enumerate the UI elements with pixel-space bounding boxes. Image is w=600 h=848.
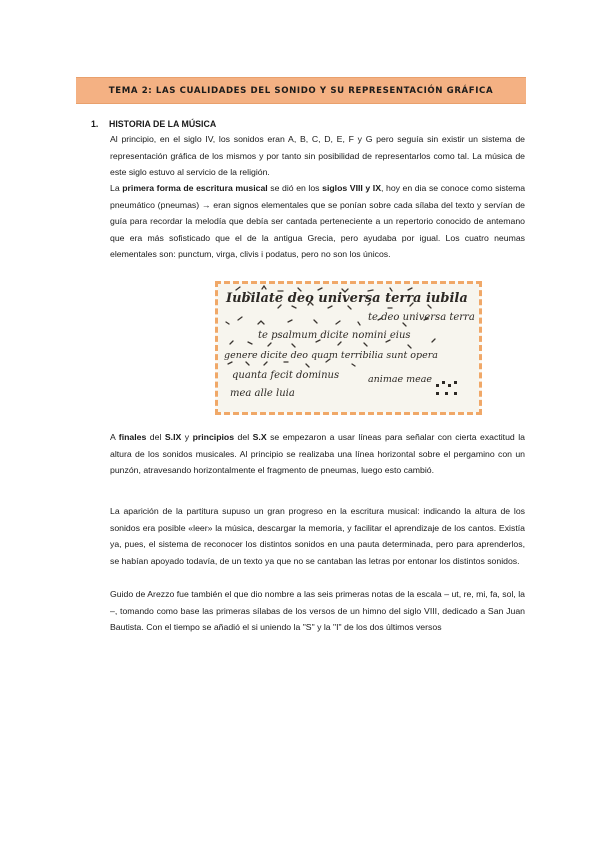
text-run: A bbox=[110, 432, 119, 442]
manuscript-line: genere dicite deo quam terribilia sunt opera bbox=[224, 350, 438, 361]
bold-term: S.IX bbox=[164, 432, 182, 442]
manuscript-drawing bbox=[218, 284, 479, 412]
topic-title: TEMA 2: LAS CUALIDADES DEL SONIDO Y SU REPRESENTACIÓN GRÁFICA bbox=[108, 85, 494, 96]
paragraph-guido-arezzo: Guido de Arezzo fue también el que dio nombre a las seis primeras notas de la escala – ut, re, mi, fa, sol, la –, tomando como base las primeras sílabas de los versos de un himno del siglo VIII, dedicado a San Juan Bautista. Con el tiempo se añadió el si uniendo la "S" y la "I" de los dos últimos versos bbox=[110, 589, 525, 633]
manuscript-line: te psalmum dicite nomini eius bbox=[258, 330, 411, 341]
section-number: 1. bbox=[91, 119, 99, 129]
manuscript-line: animae meae bbox=[368, 374, 433, 385]
text-run: y bbox=[181, 432, 193, 442]
section-heading bbox=[91, 119, 216, 129]
text-run: se empezaron a usar líneas para señalar con cierta exactitud la altura de los sonidos musicales. Al principio se realizaba una línea horizontal sobre el pergamino con un punzón, atravesando horizontalmente el fragmento de pneumas, luego esto cambió. bbox=[110, 432, 525, 476]
neumatic-manuscript-image bbox=[215, 281, 482, 415]
manuscript-line: mea alle luia bbox=[230, 388, 295, 399]
manuscript-line: te deo universa terra bbox=[368, 312, 475, 323]
text-run: del bbox=[146, 432, 165, 442]
section-title: HISTORIA DE LA MÚSICA bbox=[109, 119, 217, 129]
text-run: del bbox=[234, 432, 253, 442]
bold-term: siglos VIII y IX bbox=[322, 183, 381, 193]
text-run: se dió en los bbox=[267, 183, 323, 193]
text-run: , hoy en dia se conoce como sistema pneumático (pneumas) → eran signos elementales que se ponían sobre cada sílaba del texto y servían de guía para recordar la melodía que debía ser cantada perteneciente a un repertorio conocido de antemano que era más sofisticado que el de la antigua Grecia, pero ayudaba por igual. Los cuatro neumas elementales son: punctum, virga, clivis i podatus, pero no son los únicos. bbox=[110, 183, 526, 260]
bold-term: principios bbox=[192, 432, 235, 442]
bold-term: S.X bbox=[252, 432, 267, 442]
bold-term: finales bbox=[118, 432, 147, 442]
text-run: La bbox=[110, 183, 123, 193]
paragraph-neumes bbox=[110, 180, 525, 263]
manuscript-line: quanta fecit dominus bbox=[232, 370, 340, 381]
topic-title-banner bbox=[76, 77, 526, 104]
paragraph-staff-lines bbox=[110, 429, 525, 479]
bold-term: primera forma de escritura musical bbox=[122, 183, 268, 193]
paragraph-score: La aparición de la partitura supuso un gran progreso en la escritura musical: indicando la altura de los sonidos era posible «leer» la música, descargar la memoria, y facilitar el aprendizaje de los cantos. Existía ya, pues, el sistema de reconocer los distintos sonidos en una pauta determinada, pero para aprenderlos, se habían apoyado todavía, de un texto ya que no se cantaban las letras por entonar los distintos sonidos. bbox=[110, 506, 525, 566]
paragraph-origins: Al principio, en el siglo IV, los sonidos eran A, B, C, D, E, F y G pero seguía sin existir un sistema de representación gráfica de los mismos y por tanto sin posibilidad de representarlos como tal. La música de este siglo estuvo al servicio de la religión. bbox=[110, 134, 525, 178]
manuscript-line: Iubilate deo universa terra iubila bbox=[226, 291, 468, 306]
